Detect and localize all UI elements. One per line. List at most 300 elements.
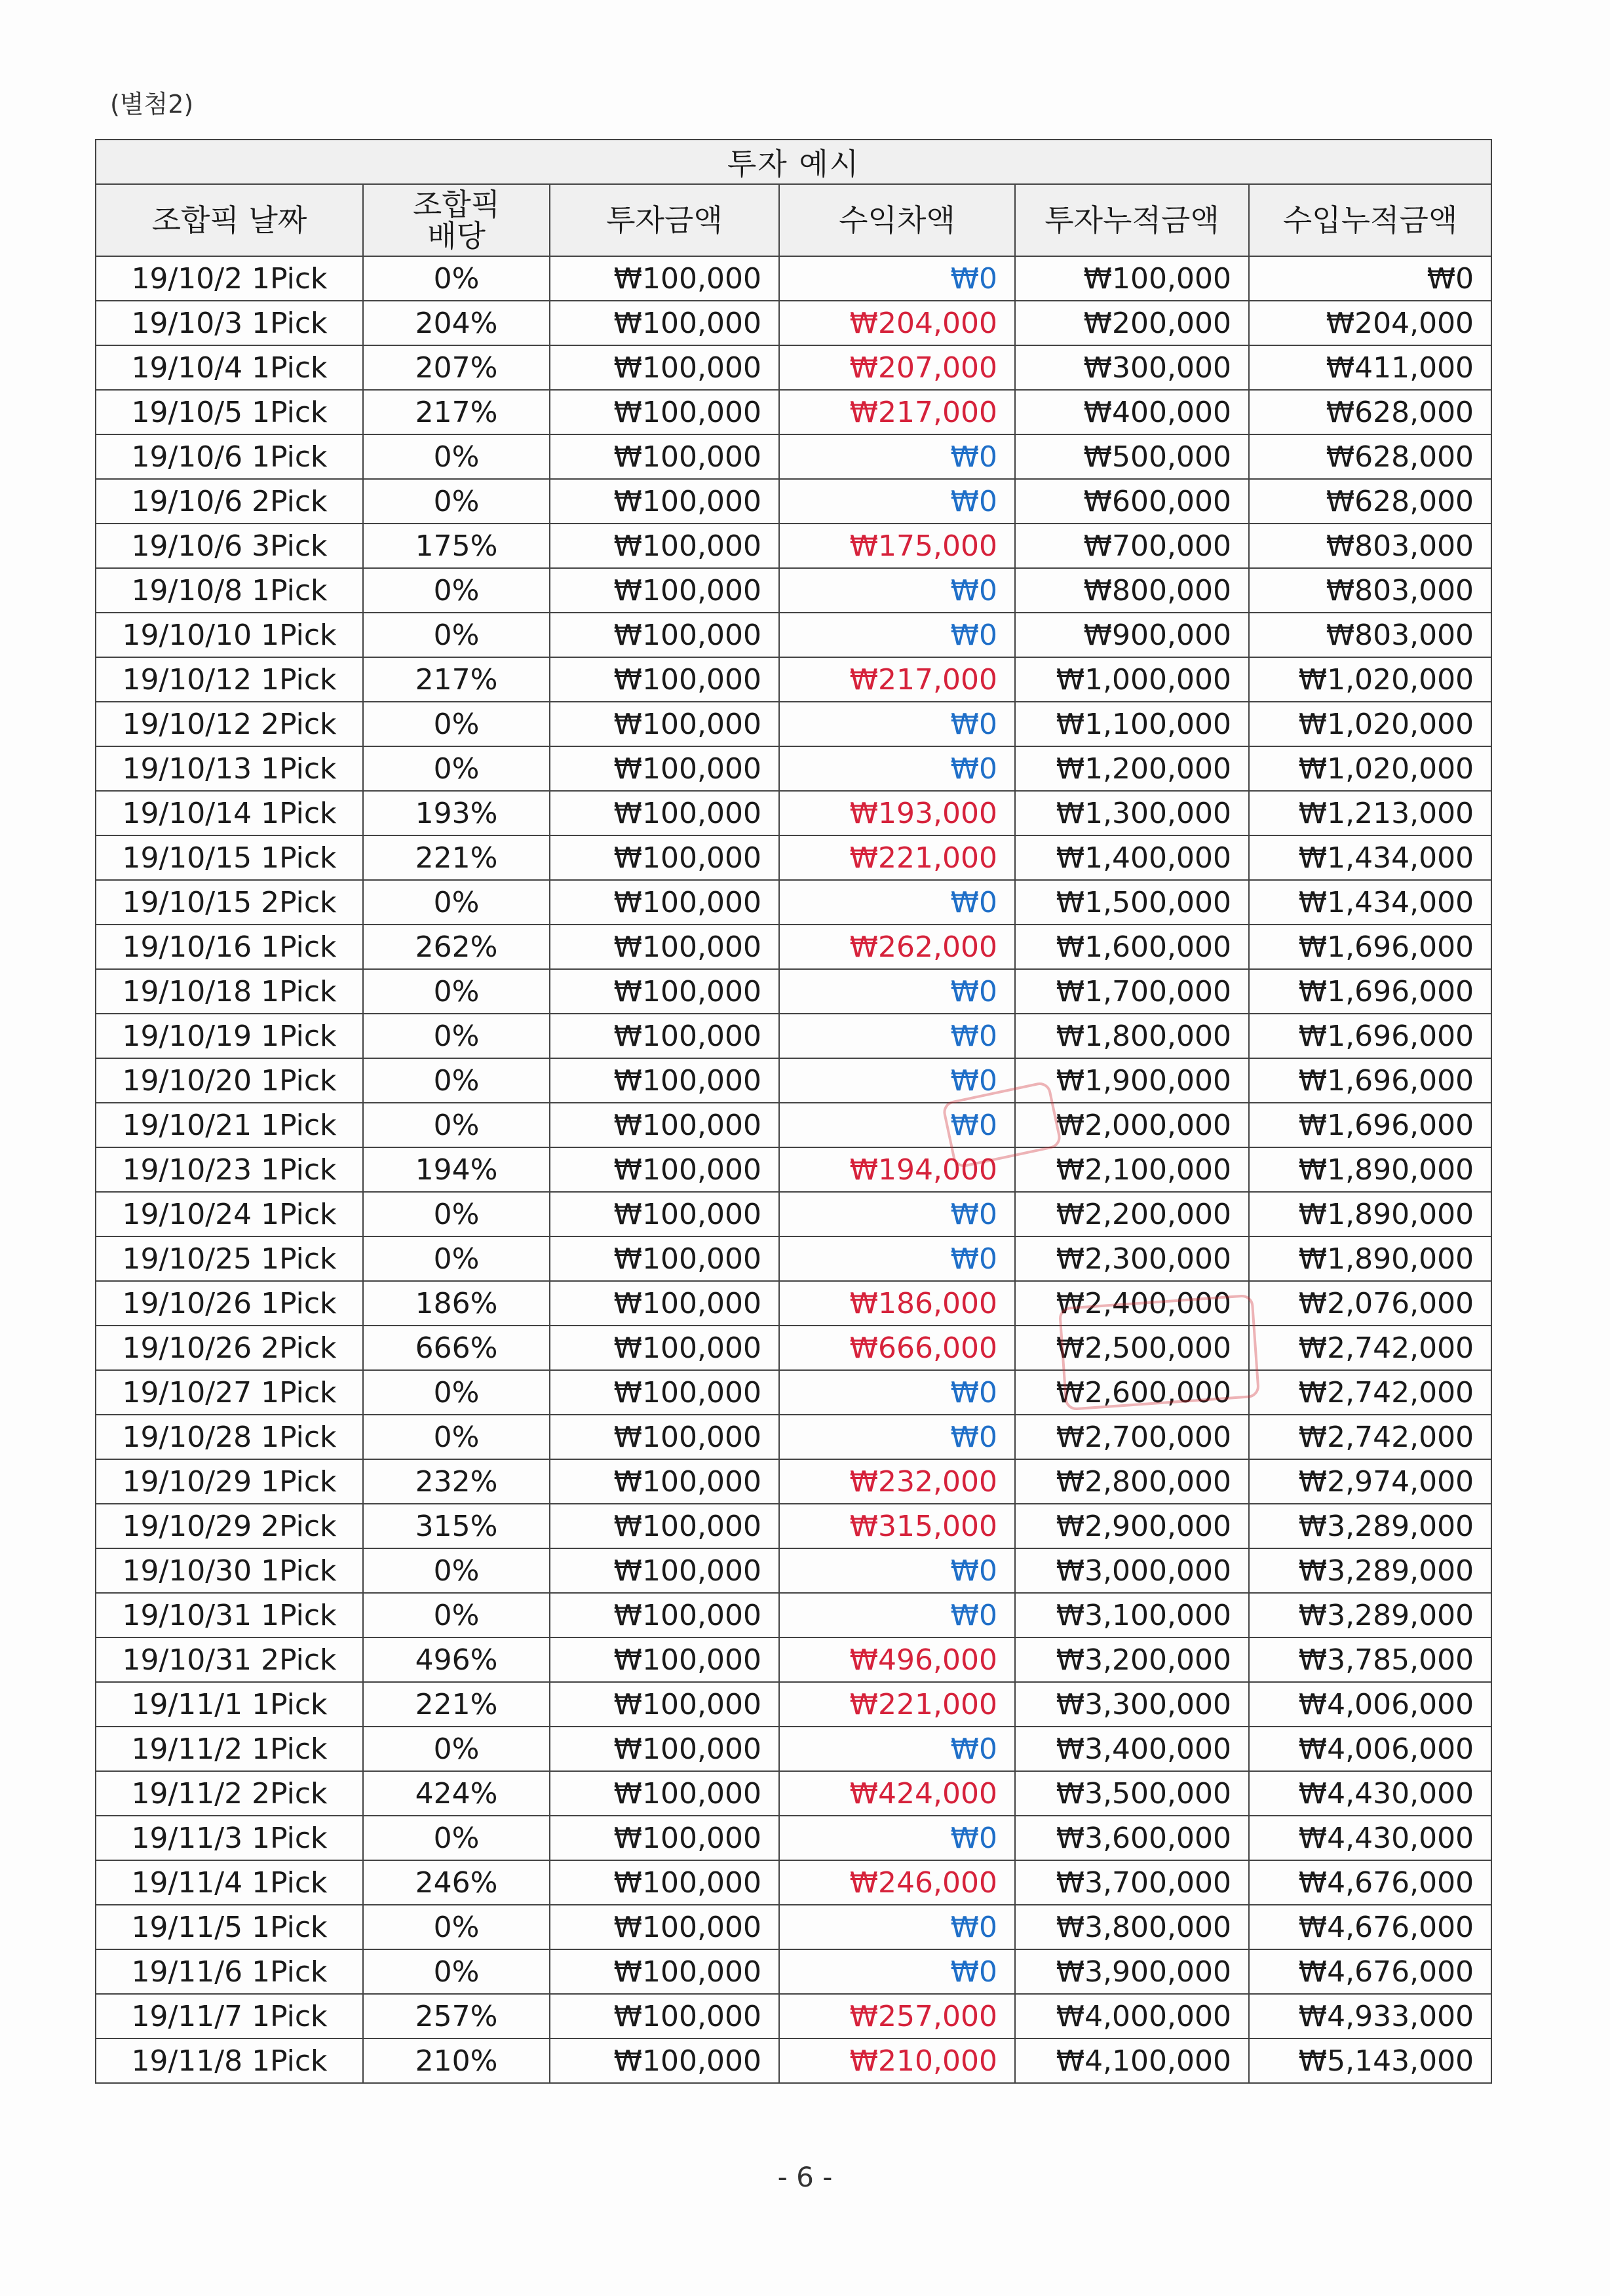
odds-cell: 193% — [363, 791, 550, 835]
date-cell: 19/10/20 1Pick — [96, 1058, 363, 1103]
investment-cell: ₩100,000 — [550, 301, 779, 345]
investment-cell: ₩100,000 — [550, 1771, 779, 1816]
cumulative-income-cell: ₩411,000 — [1249, 345, 1491, 390]
table-header-row — [96, 184, 1491, 256]
cumulative-investment-cell: ₩100,000 — [1015, 256, 1249, 301]
odds-cell: 0% — [363, 1816, 550, 1860]
profit-diff-cell: ₩204,000 — [779, 301, 1015, 345]
date-cell: 19/10/5 1Pick — [96, 390, 363, 434]
cumulative-income-cell: ₩1,020,000 — [1249, 657, 1491, 702]
date-cell: 19/11/7 1Pick — [96, 1994, 363, 2038]
cumulative-investment-cell: ₩500,000 — [1015, 434, 1249, 479]
table-row — [96, 1548, 1491, 1593]
cumulative-income-cell: ₩3,289,000 — [1249, 1548, 1491, 1593]
profit-diff-cell: ₩193,000 — [779, 791, 1015, 835]
odds-cell: 210% — [363, 2038, 550, 2083]
odds-cell: 221% — [363, 835, 550, 880]
date-cell: 19/10/12 2Pick — [96, 702, 363, 746]
odds-cell: 0% — [363, 1949, 550, 1994]
cumulative-investment-cell: ₩2,800,000 — [1015, 1459, 1249, 1504]
table-row — [96, 1103, 1491, 1147]
odds-cell: 0% — [363, 434, 550, 479]
profit-diff-cell: ₩0 — [779, 1593, 1015, 1637]
table-row — [96, 568, 1491, 613]
table-row — [96, 1058, 1491, 1103]
table-row — [96, 613, 1491, 657]
cumulative-investment-cell: ₩3,200,000 — [1015, 1637, 1249, 1682]
cumulative-income-cell: ₩4,006,000 — [1249, 1727, 1491, 1771]
date-cell: 19/10/31 1Pick — [96, 1593, 363, 1637]
table-row — [96, 345, 1491, 390]
cumulative-investment-cell: ₩3,100,000 — [1015, 1593, 1249, 1637]
odds-cell: 0% — [363, 1727, 550, 1771]
date-cell: 19/10/16 1Pick — [96, 925, 363, 969]
cumulative-investment-cell: ₩3,300,000 — [1015, 1682, 1249, 1727]
investment-cell: ₩100,000 — [550, 1682, 779, 1727]
profit-diff-cell: ₩0 — [779, 1905, 1015, 1949]
table-row — [96, 1682, 1491, 1727]
header-profit-diff: 수익차액 — [779, 184, 1015, 256]
odds-cell: 262% — [363, 925, 550, 969]
profit-diff-cell: ₩0 — [779, 1816, 1015, 1860]
odds-cell: 666% — [363, 1326, 550, 1370]
profit-diff-cell: ₩0 — [779, 1192, 1015, 1236]
cumulative-income-cell: ₩4,933,000 — [1249, 1994, 1491, 2038]
odds-cell: 0% — [363, 1548, 550, 1593]
table-row — [96, 1816, 1491, 1860]
table-row — [96, 524, 1491, 568]
profit-diff-cell: ₩194,000 — [779, 1147, 1015, 1192]
odds-cell: 217% — [363, 657, 550, 702]
cumulative-income-cell: ₩0 — [1249, 256, 1491, 301]
investment-cell: ₩100,000 — [550, 1727, 779, 1771]
odds-cell: 0% — [363, 880, 550, 925]
odds-cell: 221% — [363, 1682, 550, 1727]
investment-cell: ₩100,000 — [550, 1014, 779, 1058]
table-row — [96, 1860, 1491, 1905]
odds-cell: 315% — [363, 1504, 550, 1548]
date-cell: 19/11/2 1Pick — [96, 1727, 363, 1771]
cumulative-income-cell: ₩1,890,000 — [1249, 1147, 1491, 1192]
profit-diff-cell: ₩262,000 — [779, 925, 1015, 969]
table-row — [96, 1370, 1491, 1415]
cumulative-income-cell: ₩628,000 — [1249, 390, 1491, 434]
cumulative-income-cell: ₩1,213,000 — [1249, 791, 1491, 835]
date-cell: 19/10/25 1Pick — [96, 1236, 363, 1281]
profit-diff-cell: ₩0 — [779, 702, 1015, 746]
profit-diff-cell: ₩0 — [779, 479, 1015, 524]
date-cell: 19/10/29 2Pick — [96, 1504, 363, 1548]
profit-diff-cell: ₩0 — [779, 1370, 1015, 1415]
investment-cell: ₩100,000 — [550, 434, 779, 479]
cumulative-income-cell: ₩2,742,000 — [1249, 1370, 1491, 1415]
table-row — [96, 301, 1491, 345]
date-cell: 19/10/28 1Pick — [96, 1415, 363, 1459]
table-row — [96, 702, 1491, 746]
odds-cell: 0% — [363, 1593, 550, 1637]
table-row — [96, 1326, 1491, 1370]
profit-diff-cell: ₩0 — [779, 613, 1015, 657]
header-cumulative-income: 수입누적금액 — [1249, 184, 1491, 256]
investment-cell: ₩100,000 — [550, 1147, 779, 1192]
date-cell: 19/10/2 1Pick — [96, 256, 363, 301]
profit-diff-cell: ₩0 — [779, 1103, 1015, 1147]
header-odds — [363, 184, 550, 256]
table-row — [96, 1281, 1491, 1326]
cumulative-income-cell: ₩3,289,000 — [1249, 1504, 1491, 1548]
cumulative-income-cell: ₩204,000 — [1249, 301, 1491, 345]
date-cell: 19/11/8 1Pick — [96, 2038, 363, 2083]
odds-cell: 217% — [363, 390, 550, 434]
cumulative-investment-cell: ₩1,700,000 — [1015, 969, 1249, 1014]
investment-cell: ₩100,000 — [550, 1504, 779, 1548]
profit-diff-cell: ₩666,000 — [779, 1326, 1015, 1370]
table-row — [96, 1415, 1491, 1459]
investment-cell: ₩100,000 — [550, 1816, 779, 1860]
cumulative-investment-cell: ₩900,000 — [1015, 613, 1249, 657]
cumulative-investment-cell: ₩600,000 — [1015, 479, 1249, 524]
odds-cell: 186% — [363, 1281, 550, 1326]
date-cell: 19/10/26 2Pick — [96, 1326, 363, 1370]
cumulative-investment-cell: ₩300,000 — [1015, 345, 1249, 390]
date-cell: 19/11/3 1Pick — [96, 1816, 363, 1860]
investment-cell: ₩100,000 — [550, 345, 779, 390]
odds-cell: 194% — [363, 1147, 550, 1192]
date-cell: 19/10/4 1Pick — [96, 345, 363, 390]
cumulative-investment-cell: ₩3,000,000 — [1015, 1548, 1249, 1593]
table-row — [96, 1504, 1491, 1548]
cumulative-income-cell: ₩2,742,000 — [1249, 1326, 1491, 1370]
table-row — [96, 390, 1491, 434]
profit-diff-cell: ₩0 — [779, 434, 1015, 479]
profit-diff-cell: ₩0 — [779, 256, 1015, 301]
investment-cell: ₩100,000 — [550, 1459, 779, 1504]
investment-cell: ₩100,000 — [550, 702, 779, 746]
date-cell: 19/10/21 1Pick — [96, 1103, 363, 1147]
odds-cell: 0% — [363, 1370, 550, 1415]
date-cell: 19/10/27 1Pick — [96, 1370, 363, 1415]
cumulative-investment-cell: ₩4,000,000 — [1015, 1994, 1249, 2038]
odds-cell: 207% — [363, 345, 550, 390]
cumulative-income-cell: ₩4,430,000 — [1249, 1771, 1491, 1816]
cumulative-investment-cell: ₩800,000 — [1015, 568, 1249, 613]
profit-diff-cell: ₩210,000 — [779, 2038, 1015, 2083]
cumulative-income-cell: ₩5,143,000 — [1249, 2038, 1491, 2083]
odds-cell: 0% — [363, 1192, 550, 1236]
table-row — [96, 1994, 1491, 2038]
profit-diff-cell: ₩246,000 — [779, 1860, 1015, 1905]
investment-cell: ₩100,000 — [550, 925, 779, 969]
date-cell: 19/11/6 1Pick — [96, 1949, 363, 1994]
odds-cell: 232% — [363, 1459, 550, 1504]
cumulative-income-cell: ₩1,434,000 — [1249, 880, 1491, 925]
cumulative-investment-cell: ₩2,100,000 — [1015, 1147, 1249, 1192]
table-row — [96, 1014, 1491, 1058]
profit-diff-cell: ₩221,000 — [779, 835, 1015, 880]
investment-cell: ₩100,000 — [550, 2038, 779, 2083]
profit-diff-cell: ₩217,000 — [779, 390, 1015, 434]
cumulative-investment-cell: ₩1,600,000 — [1015, 925, 1249, 969]
cumulative-income-cell: ₩628,000 — [1249, 434, 1491, 479]
cumulative-investment-cell: ₩2,300,000 — [1015, 1236, 1249, 1281]
odds-cell: 0% — [363, 613, 550, 657]
investment-cell: ₩100,000 — [550, 613, 779, 657]
cumulative-investment-cell: ₩1,800,000 — [1015, 1014, 1249, 1058]
cumulative-income-cell: ₩3,289,000 — [1249, 1593, 1491, 1637]
profit-diff-cell: ₩0 — [779, 1548, 1015, 1593]
header-investment: 투자금액 — [550, 184, 779, 256]
investment-cell: ₩100,000 — [550, 1326, 779, 1370]
odds-cell: 0% — [363, 256, 550, 301]
investment-cell: ₩100,000 — [550, 256, 779, 301]
profit-diff-cell: ₩315,000 — [779, 1504, 1015, 1548]
table-body — [96, 256, 1491, 2083]
odds-cell: 0% — [363, 568, 550, 613]
date-cell: 19/10/18 1Pick — [96, 969, 363, 1014]
date-cell: 19/10/15 1Pick — [96, 835, 363, 880]
table-row — [96, 256, 1491, 301]
table-row — [96, 791, 1491, 835]
date-cell: 19/10/31 2Pick — [96, 1637, 363, 1682]
cumulative-income-cell: ₩4,676,000 — [1249, 1905, 1491, 1949]
investment-cell: ₩100,000 — [550, 1415, 779, 1459]
header-date: 조합픽 날짜 — [96, 184, 363, 256]
odds-cell: 175% — [363, 524, 550, 568]
investment-cell: ₩100,000 — [550, 1548, 779, 1593]
cumulative-investment-cell: ₩4,100,000 — [1015, 2038, 1249, 2083]
cumulative-income-cell: ₩2,742,000 — [1249, 1415, 1491, 1459]
cumulative-investment-cell: ₩3,800,000 — [1015, 1905, 1249, 1949]
investment-cell: ₩100,000 — [550, 657, 779, 702]
cumulative-income-cell: ₩2,076,000 — [1249, 1281, 1491, 1326]
cumulative-income-cell: ₩1,696,000 — [1249, 1058, 1491, 1103]
date-cell: 19/11/1 1Pick — [96, 1682, 363, 1727]
table-row — [96, 1236, 1491, 1281]
odds-cell: 0% — [363, 1236, 550, 1281]
odds-cell: 0% — [363, 746, 550, 791]
investment-cell: ₩100,000 — [550, 1949, 779, 1994]
header-odds-text: 조합픽 배당 — [412, 186, 501, 254]
date-cell: 19/10/15 2Pick — [96, 880, 363, 925]
profit-diff-cell: ₩221,000 — [779, 1682, 1015, 1727]
date-cell: 19/10/6 1Pick — [96, 434, 363, 479]
cumulative-investment-cell: ₩1,200,000 — [1015, 746, 1249, 791]
investment-cell: ₩100,000 — [550, 791, 779, 835]
profit-diff-cell: ₩175,000 — [779, 524, 1015, 568]
profit-diff-cell: ₩232,000 — [779, 1459, 1015, 1504]
date-cell: 19/11/2 2Pick — [96, 1771, 363, 1816]
profit-diff-cell: ₩0 — [779, 1058, 1015, 1103]
table-row — [96, 2038, 1491, 2083]
table-row — [96, 434, 1491, 479]
date-cell: 19/10/23 1Pick — [96, 1147, 363, 1192]
date-cell: 19/11/4 1Pick — [96, 1860, 363, 1905]
cumulative-income-cell: ₩4,676,000 — [1249, 1860, 1491, 1905]
date-cell: 19/10/10 1Pick — [96, 613, 363, 657]
cumulative-income-cell: ₩1,696,000 — [1249, 925, 1491, 969]
cumulative-income-cell: ₩4,676,000 — [1249, 1949, 1491, 1994]
cumulative-investment-cell: ₩2,000,000 — [1015, 1103, 1249, 1147]
table-row — [96, 1949, 1491, 1994]
cumulative-investment-cell: ₩700,000 — [1015, 524, 1249, 568]
date-cell: 19/10/13 1Pick — [96, 746, 363, 791]
date-cell: 19/10/8 1Pick — [96, 568, 363, 613]
odds-cell: 0% — [363, 702, 550, 746]
odds-cell: 496% — [363, 1637, 550, 1682]
table-row — [96, 1192, 1491, 1236]
table-row — [96, 1147, 1491, 1192]
profit-diff-cell: ₩496,000 — [779, 1637, 1015, 1682]
profit-diff-cell: ₩186,000 — [779, 1281, 1015, 1326]
cumulative-income-cell: ₩628,000 — [1249, 479, 1491, 524]
investment-cell: ₩100,000 — [550, 479, 779, 524]
odds-cell: 0% — [363, 1058, 550, 1103]
cumulative-investment-cell: ₩2,700,000 — [1015, 1415, 1249, 1459]
table-row — [96, 1593, 1491, 1637]
investment-cell: ₩100,000 — [550, 568, 779, 613]
profit-diff-cell: ₩0 — [779, 969, 1015, 1014]
cumulative-investment-cell: ₩2,400,000 — [1015, 1281, 1249, 1326]
cumulative-investment-cell: ₩1,300,000 — [1015, 791, 1249, 835]
date-cell: 19/10/12 1Pick — [96, 657, 363, 702]
table-row — [96, 835, 1491, 880]
investment-cell: ₩100,000 — [550, 524, 779, 568]
investment-cell: ₩100,000 — [550, 1860, 779, 1905]
profit-diff-cell: ₩0 — [779, 1949, 1015, 1994]
cumulative-income-cell: ₩1,434,000 — [1249, 835, 1491, 880]
investment-cell: ₩100,000 — [550, 1370, 779, 1415]
odds-cell: 0% — [363, 1905, 550, 1949]
investment-cell: ₩100,000 — [550, 1637, 779, 1682]
cumulative-income-cell: ₩803,000 — [1249, 568, 1491, 613]
profit-diff-cell: ₩0 — [779, 1014, 1015, 1058]
attachment-label: (별첨2) — [110, 90, 194, 119]
investment-example-table — [95, 139, 1492, 2084]
investment-cell: ₩100,000 — [550, 835, 779, 880]
cumulative-income-cell: ₩803,000 — [1249, 524, 1491, 568]
table-row — [96, 479, 1491, 524]
table-row — [96, 1905, 1491, 1949]
investment-cell: ₩100,000 — [550, 969, 779, 1014]
cumulative-income-cell: ₩2,974,000 — [1249, 1459, 1491, 1504]
page-number: - 6 - — [777, 2161, 833, 2193]
cumulative-investment-cell: ₩1,500,000 — [1015, 880, 1249, 925]
header-cumulative-investment: 투자누적금액 — [1015, 184, 1249, 256]
cumulative-investment-cell: ₩2,900,000 — [1015, 1504, 1249, 1548]
odds-cell: 0% — [363, 969, 550, 1014]
table-row — [96, 925, 1491, 969]
investment-cell: ₩100,000 — [550, 1236, 779, 1281]
cumulative-investment-cell: ₩1,100,000 — [1015, 702, 1249, 746]
cumulative-income-cell: ₩4,430,000 — [1249, 1816, 1491, 1860]
profit-diff-cell: ₩424,000 — [779, 1771, 1015, 1816]
investment-cell: ₩100,000 — [550, 1905, 779, 1949]
investment-cell: ₩100,000 — [550, 746, 779, 791]
odds-cell: 204% — [363, 301, 550, 345]
cumulative-income-cell: ₩1,696,000 — [1249, 1103, 1491, 1147]
cumulative-investment-cell: ₩3,500,000 — [1015, 1771, 1249, 1816]
cumulative-investment-cell: ₩3,400,000 — [1015, 1727, 1249, 1771]
table-row — [96, 1727, 1491, 1771]
date-cell: 19/10/6 2Pick — [96, 479, 363, 524]
date-cell: 19/10/14 1Pick — [96, 791, 363, 835]
cumulative-income-cell: ₩4,006,000 — [1249, 1682, 1491, 1727]
table-title: 투자 예시 — [96, 140, 1491, 184]
cumulative-income-cell: ₩1,890,000 — [1249, 1192, 1491, 1236]
investment-cell: ₩100,000 — [550, 1058, 779, 1103]
table-row — [96, 1637, 1491, 1682]
odds-cell: 246% — [363, 1860, 550, 1905]
cumulative-income-cell: ₩1,696,000 — [1249, 969, 1491, 1014]
profit-diff-cell: ₩0 — [779, 1727, 1015, 1771]
cumulative-investment-cell: ₩1,400,000 — [1015, 835, 1249, 880]
investment-cell: ₩100,000 — [550, 1994, 779, 2038]
profit-diff-cell: ₩0 — [779, 1415, 1015, 1459]
odds-cell: 0% — [363, 1014, 550, 1058]
investment-cell: ₩100,000 — [550, 1103, 779, 1147]
cumulative-income-cell: ₩1,696,000 — [1249, 1014, 1491, 1058]
odds-cell: 424% — [363, 1771, 550, 1816]
cumulative-investment-cell: ₩3,700,000 — [1015, 1860, 1249, 1905]
profit-diff-cell: ₩0 — [779, 568, 1015, 613]
cumulative-investment-cell: ₩3,600,000 — [1015, 1816, 1249, 1860]
profit-diff-cell: ₩0 — [779, 1236, 1015, 1281]
investment-cell: ₩100,000 — [550, 390, 779, 434]
investment-cell: ₩100,000 — [550, 1192, 779, 1236]
table-row — [96, 1771, 1491, 1816]
profit-diff-cell: ₩0 — [779, 746, 1015, 791]
cumulative-investment-cell: ₩2,500,000 — [1015, 1326, 1249, 1370]
table-row — [96, 880, 1491, 925]
cumulative-investment-cell: ₩400,000 — [1015, 390, 1249, 434]
profit-diff-cell: ₩217,000 — [779, 657, 1015, 702]
odds-cell: 0% — [363, 1415, 550, 1459]
odds-cell: 0% — [363, 1103, 550, 1147]
table-row — [96, 1459, 1491, 1504]
cumulative-investment-cell: ₩1,000,000 — [1015, 657, 1249, 702]
profit-diff-cell: ₩257,000 — [779, 1994, 1015, 2038]
cumulative-income-cell: ₩1,020,000 — [1249, 702, 1491, 746]
date-cell: 19/10/6 3Pick — [96, 524, 363, 568]
investment-cell: ₩100,000 — [550, 1281, 779, 1326]
profit-diff-cell: ₩207,000 — [779, 345, 1015, 390]
cumulative-investment-cell: ₩2,200,000 — [1015, 1192, 1249, 1236]
odds-cell: 257% — [363, 1994, 550, 2038]
cumulative-income-cell: ₩3,785,000 — [1249, 1637, 1491, 1682]
investment-cell: ₩100,000 — [550, 1593, 779, 1637]
date-cell: 19/10/30 1Pick — [96, 1548, 363, 1593]
profit-diff-cell: ₩0 — [779, 880, 1015, 925]
table-row — [96, 969, 1491, 1014]
investment-cell: ₩100,000 — [550, 880, 779, 925]
table-row — [96, 746, 1491, 791]
date-cell: 19/10/29 1Pick — [96, 1459, 363, 1504]
odds-cell: 0% — [363, 479, 550, 524]
table-row — [96, 657, 1491, 702]
date-cell: 19/10/3 1Pick — [96, 301, 363, 345]
cumulative-income-cell: ₩1,020,000 — [1249, 746, 1491, 791]
cumulative-investment-cell: ₩3,900,000 — [1015, 1949, 1249, 1994]
date-cell: 19/10/26 1Pick — [96, 1281, 363, 1326]
cumulative-investment-cell: ₩1,900,000 — [1015, 1058, 1249, 1103]
cumulative-income-cell: ₩803,000 — [1249, 613, 1491, 657]
date-cell: 19/11/5 1Pick — [96, 1905, 363, 1949]
table-title-row — [96, 140, 1491, 184]
cumulative-income-cell: ₩1,890,000 — [1249, 1236, 1491, 1281]
date-cell: 19/10/24 1Pick — [96, 1192, 363, 1236]
cumulative-investment-cell: ₩200,000 — [1015, 301, 1249, 345]
cumulative-investment-cell: ₩2,600,000 — [1015, 1370, 1249, 1415]
